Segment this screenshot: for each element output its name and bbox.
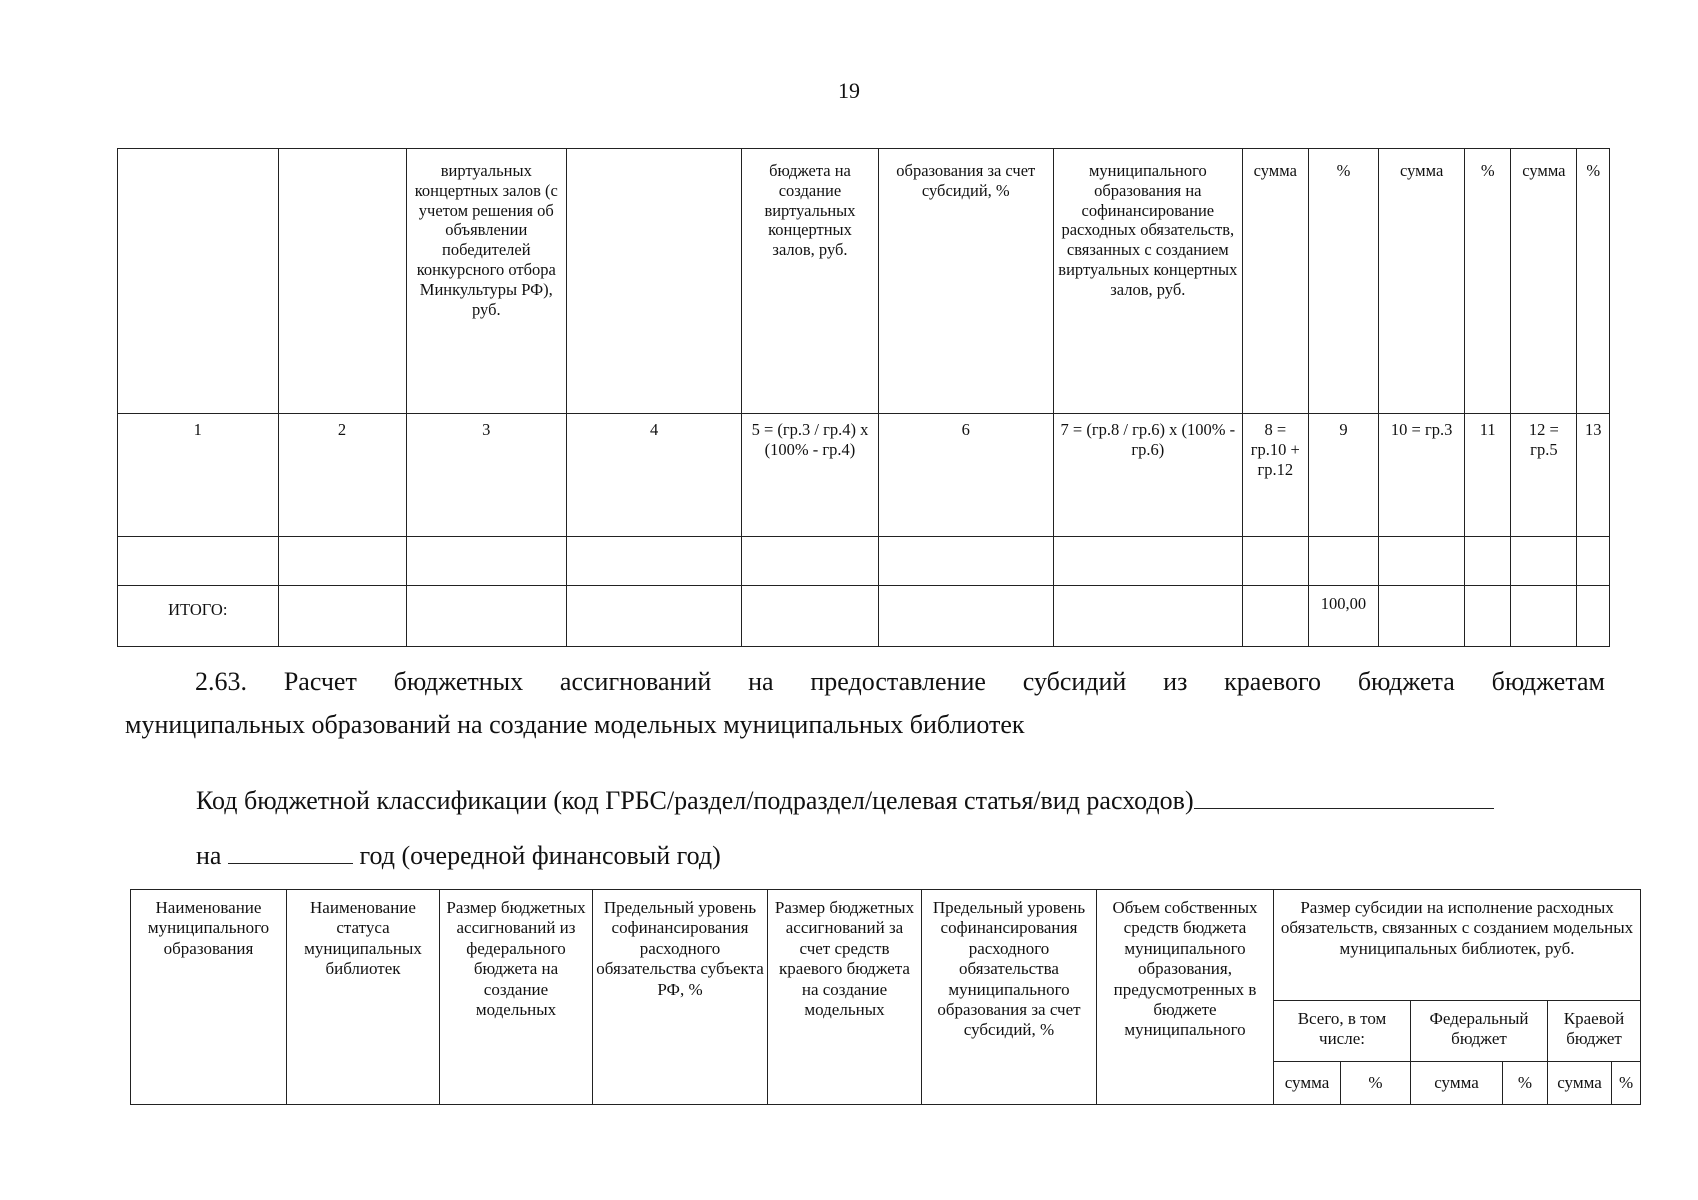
empty-cell (567, 586, 742, 647)
empty-cell (878, 586, 1053, 647)
empty-cell (1511, 586, 1577, 647)
header-cell: сумма (1379, 149, 1465, 414)
total-row (118, 586, 1610, 647)
header-cell (567, 149, 742, 414)
column-number-cell: 6 (878, 414, 1053, 537)
column-number-cell: 2 (278, 414, 406, 537)
column-number-cell: 5 = (гр.3 / гр.4) х (100% - гр.4) (742, 414, 878, 537)
section-heading-continuation: муниципальных образований на создание модельных муниципальных библиотек (125, 710, 1025, 739)
empty-cell (1465, 586, 1511, 647)
column-number-cell: 12 = гр.5 (1511, 414, 1577, 537)
subcolumn-header: сумма (1548, 1062, 1612, 1105)
header-cell: Размер бюджетных ассигнований за счет средств краевого бюджета на создание модельных (768, 890, 922, 1105)
empty-cell (878, 537, 1053, 586)
table-header-row (131, 890, 1641, 1001)
header-cell: Размер бюджетных ассигнований из федерального бюджета на создание модельных (440, 890, 593, 1105)
budget-classification-label: Код бюджетной классификации (код ГРБС/раздел/подраздел/целевая статья/вид расходов) (196, 786, 1194, 815)
empty-cell (1379, 586, 1465, 647)
column-number-cell: 8 = гр.10 + гр.12 (1242, 414, 1308, 537)
column-number-row (118, 414, 1610, 537)
empty-data-row (118, 537, 1610, 586)
header-cell: Предельный уровень софинансирования расходного обязательства муниципального образования за счет субсидий, % (922, 890, 1097, 1105)
year-suffix: год (очередной финансовый год) (359, 841, 721, 870)
year-blank (228, 841, 353, 864)
column-number-cell: 11 (1465, 414, 1511, 537)
empty-cell (1511, 537, 1577, 586)
header-cell: % (1308, 149, 1378, 414)
total-percent: 100,00 (1308, 586, 1378, 647)
section-heading: 2.63. Расчет бюджетных ассигнований на предоставление субсидий из краевого бюджета бюджетам (195, 667, 1605, 696)
column-number-cell: 13 (1577, 414, 1610, 537)
column-number-cell: 7 = (гр.8 / гр.6) х (100% - гр.6) (1053, 414, 1242, 537)
year-line (196, 841, 721, 871)
column-number-cell: 3 (406, 414, 567, 537)
model-libraries-subsidy-table (130, 889, 1641, 1105)
empty-cell (1465, 537, 1511, 586)
header-cell: бюджета на создание виртуальных концертных залов, руб. (742, 149, 878, 414)
subgroup-header: Федеральный бюджет (1411, 1001, 1548, 1062)
empty-cell (118, 537, 279, 586)
empty-cell (1308, 537, 1378, 586)
header-cell: сумма (1511, 149, 1577, 414)
header-cell: сумма (1242, 149, 1308, 414)
header-cell: Предельный уровень софинансирования расходного обязательства субъекта РФ, % (593, 890, 768, 1105)
subsidy-group-header: Размер субсидии на исполнение расходных обязательств, связанных с созданием модельных муниципальных библиотек, руб. (1274, 890, 1641, 1001)
budget-classification-line (196, 786, 1494, 816)
header-cell: Объем собственных средств бюджета муниципального образования, предусмотренных в бюджете муниципального (1097, 890, 1274, 1105)
subcolumn-header: % (1612, 1062, 1641, 1105)
header-cell: Наименование статуса муниципальных библиотек (287, 890, 440, 1105)
empty-cell (1379, 537, 1465, 586)
calculation-table-continued (117, 148, 1610, 647)
header-cell: муниципального образования на софинансирование расходных обязательств, связанных с созданием виртуальных концертных залов, руб. (1053, 149, 1242, 414)
column-number-cell: 4 (567, 414, 742, 537)
year-prefix: на (196, 841, 222, 870)
empty-cell (1053, 586, 1242, 647)
empty-cell (406, 537, 567, 586)
header-cell: виртуальных концертных залов (с учетом решения об объявлении победителей конкурсного отбора Минкультуры РФ), руб. (406, 149, 567, 414)
header-cell: % (1465, 149, 1511, 414)
header-cell (118, 149, 279, 414)
subgroup-header: Краевой бюджет (1548, 1001, 1641, 1062)
empty-cell (1577, 586, 1610, 647)
empty-cell (1577, 537, 1610, 586)
total-label: ИТОГО: (118, 586, 279, 647)
empty-cell (567, 537, 742, 586)
empty-cell (278, 537, 406, 586)
header-cell (278, 149, 406, 414)
empty-cell (278, 586, 406, 647)
empty-cell (1242, 586, 1308, 647)
header-cell: % (1577, 149, 1610, 414)
subcolumn-header: % (1341, 1062, 1411, 1105)
subcolumn-header: сумма (1411, 1062, 1503, 1105)
empty-cell (1242, 537, 1308, 586)
page-number: 19 (838, 78, 860, 103)
empty-cell (742, 586, 878, 647)
subcolumn-header: сумма (1274, 1062, 1341, 1105)
column-number-cell: 10 = гр.3 (1379, 414, 1465, 537)
empty-cell (406, 586, 567, 647)
column-number-cell: 9 (1308, 414, 1378, 537)
empty-cell (1053, 537, 1242, 586)
column-number-cell: 1 (118, 414, 279, 537)
header-cell: Наименование муниципального образования (131, 890, 287, 1105)
subgroup-header: Всего, в том числе: (1274, 1001, 1411, 1062)
empty-cell (742, 537, 878, 586)
table-header-row (118, 149, 1610, 414)
subcolumn-header: % (1503, 1062, 1548, 1105)
header-cell: образования за счет субсидий, % (878, 149, 1053, 414)
budget-code-blank (1194, 786, 1494, 809)
